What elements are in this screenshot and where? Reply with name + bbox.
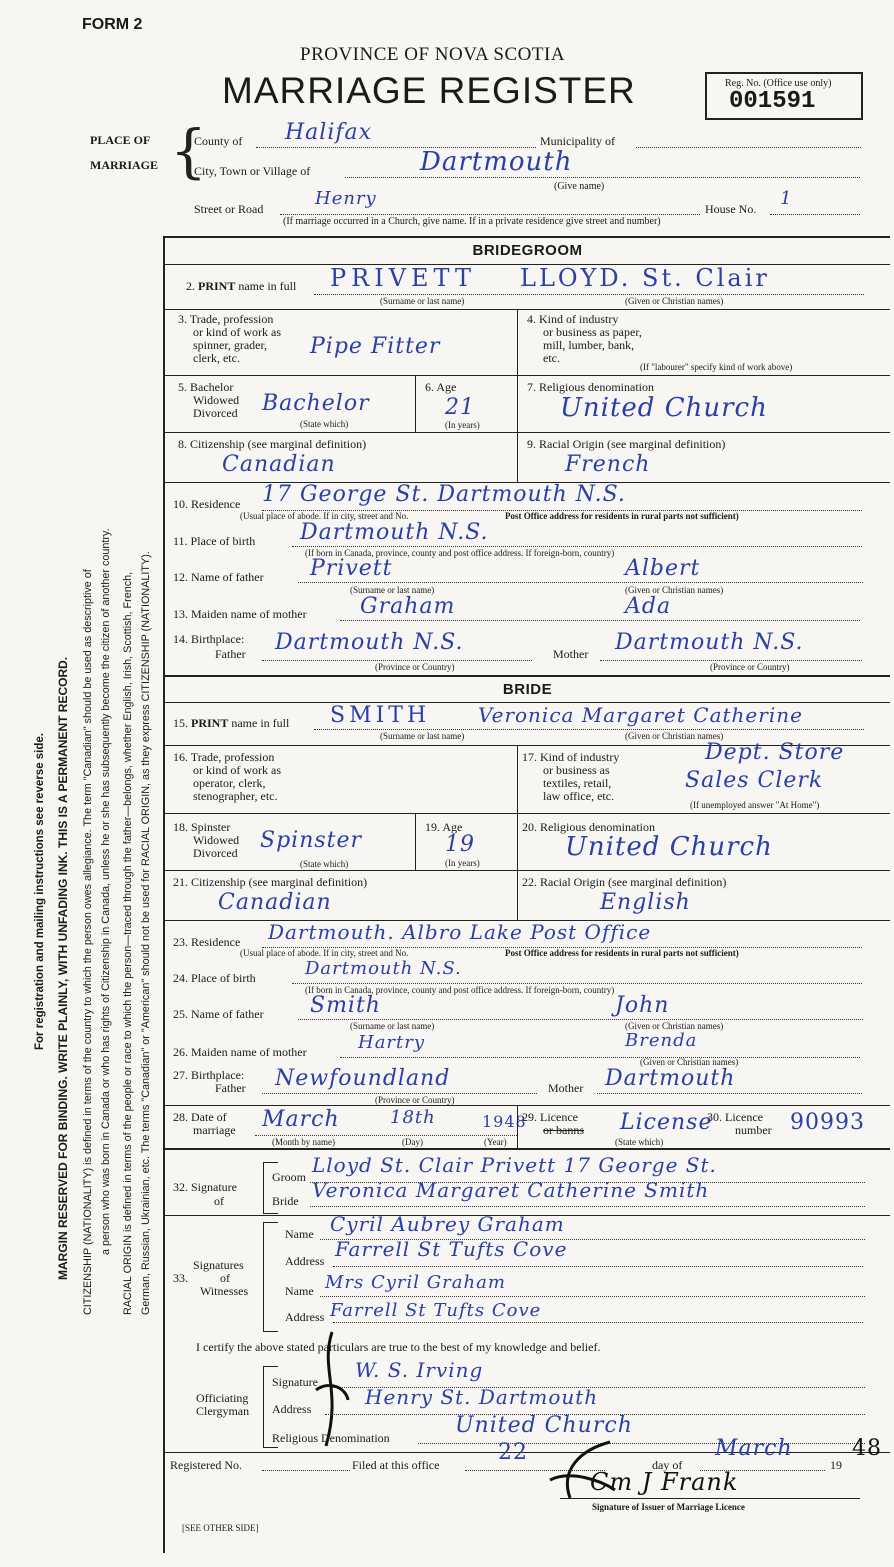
f16-line3: operator, clerk, bbox=[193, 776, 266, 790]
month-caption: (Month by name) bbox=[272, 1137, 335, 1147]
f15-label: 15. PRINT name in full bbox=[173, 716, 290, 730]
f19-label: 19. Age bbox=[425, 820, 463, 834]
f13-label: 13. Maiden name of mother bbox=[173, 607, 307, 621]
city-label: City, Town or Village of bbox=[194, 164, 311, 178]
f32-label-b: of bbox=[214, 1194, 224, 1208]
officiating-label-b: Clergyman bbox=[196, 1404, 250, 1418]
f16-line2: or kind of work as bbox=[193, 763, 281, 777]
f4-note: (If "labourer" specify kind of work above) bbox=[640, 362, 793, 372]
f17-line3: textiles, retail, bbox=[543, 776, 612, 790]
f18-line2: Widowed bbox=[193, 833, 240, 847]
witness2-name: Mrs Cyril Graham bbox=[325, 1272, 506, 1293]
bride-residence-note-1: (Usual place of abode. If in city, street and No. bbox=[240, 948, 409, 958]
bride-in-years: (In years) bbox=[445, 858, 480, 868]
clergy-denom-label: Religious Denomination bbox=[272, 1431, 390, 1445]
f2-label: 2. PRINT name in full bbox=[186, 279, 297, 293]
filed-day: 22 bbox=[498, 1440, 528, 1465]
groom-given-caption: (Given or Christian names) bbox=[625, 296, 724, 306]
bride-mother-given: Brenda bbox=[625, 1030, 698, 1051]
residence-note-2: Post Office address for residents in rural parts not sufficient) bbox=[505, 511, 739, 521]
f14-label-b: Father bbox=[215, 647, 246, 661]
f27-mother-label: Mother bbox=[548, 1081, 584, 1095]
house-label: House No. bbox=[705, 202, 757, 216]
f11-label: 11. Place of birth bbox=[173, 534, 256, 548]
f33-label-a: Signatures bbox=[193, 1258, 244, 1272]
issuer-signature: Cm J Frank bbox=[590, 1468, 739, 1496]
bride-heading: BRIDE bbox=[502, 681, 553, 698]
municipality-label: Municipality of bbox=[540, 134, 615, 148]
bride-signature: Veronica Margaret Catherine Smith bbox=[312, 1178, 710, 1202]
f18-line3: Divorced bbox=[193, 846, 238, 860]
registered-no-label: Registered No. bbox=[170, 1458, 242, 1472]
margin-line-4: a person who was born in Canada or who has rights of Citizenship in Canada, unless he or she has subsequently become the citizen of another country. bbox=[100, 528, 112, 1255]
witness-bracket bbox=[263, 1222, 278, 1332]
bride-father-given: John bbox=[615, 993, 670, 1018]
groom-trade: Pipe Fitter bbox=[310, 334, 441, 359]
f33-num: 33. bbox=[173, 1271, 188, 1285]
w2-address-label: Address bbox=[285, 1310, 325, 1324]
f17-line1: 17. Kind of industry bbox=[522, 750, 620, 764]
f6-label: 6. Age bbox=[425, 380, 457, 394]
groom-residence: 17 George St. Dartmouth N.S. bbox=[262, 482, 626, 507]
residence-note-1: (Usual place of abode. If in city, street and No. bbox=[240, 511, 409, 521]
f32-label-a: 32. Signature bbox=[173, 1180, 237, 1194]
bride-residence: Dartmouth. Albro Lake Post Office bbox=[268, 920, 652, 944]
year-caption: (Year) bbox=[484, 1137, 507, 1147]
bride-given-caption: (Given or Christian names) bbox=[625, 731, 724, 741]
groom-state-which: (State which) bbox=[300, 419, 349, 429]
f8-label: 8. Citizenship (see marginal definition) bbox=[178, 437, 367, 451]
f27-prov-caption: (Province or Country) bbox=[375, 1095, 455, 1105]
licence-type: License bbox=[620, 1110, 713, 1135]
w2-name-label: Name bbox=[285, 1284, 314, 1298]
bride-state-which: (State which) bbox=[300, 859, 349, 869]
margin-line-5: RACIAL ORIGIN is defined in terms of the people or race to which the person—traced through the father—belongs, whether English, Irish, Scottish, French, bbox=[122, 571, 134, 1315]
f3-line4: clerk, etc. bbox=[193, 351, 240, 365]
witness1-address: Farrell St Tufts Cove bbox=[335, 1237, 568, 1261]
f26-label: 26. Maiden name of mother bbox=[173, 1045, 307, 1059]
margin-line-2: MARGIN RESERVED FOR BINDING. WRITE PLAINLY, WITH UNFADING INK. THIS IS A PERMANENT RECORD. bbox=[56, 656, 70, 1280]
f14-mother-label: Mother bbox=[553, 647, 589, 661]
f18-line1: 18. Spinster bbox=[173, 820, 231, 834]
marriage-year: 1948 bbox=[482, 1112, 527, 1131]
f33-label-c: Witnesses bbox=[200, 1284, 249, 1298]
f17-line4: law office, etc. bbox=[543, 789, 615, 803]
licence-number: 90993 bbox=[790, 1110, 865, 1135]
bride-industry: Dept. Store bbox=[705, 740, 845, 765]
day-caption: (Day) bbox=[402, 1137, 423, 1147]
county-label: County of bbox=[194, 134, 243, 148]
f3-line1: 3. Trade, profession bbox=[178, 312, 274, 326]
province-heading: PROVINCE OF NOVA SCOTIA bbox=[300, 44, 566, 65]
f27-label-a: 27. Birthplace: bbox=[173, 1068, 245, 1082]
issuer-caption: Signature of Issuer of Marriage Licence bbox=[592, 1502, 745, 1512]
f20-label: 20. Religious denomination bbox=[522, 820, 655, 834]
groom-mother-given: Ada bbox=[625, 594, 672, 619]
witness1-name: Cyril Aubrey Graham bbox=[330, 1212, 565, 1236]
marriage-month: March bbox=[262, 1107, 340, 1132]
day-of-label: day of bbox=[652, 1458, 683, 1472]
form-number: FORM 2 bbox=[82, 16, 143, 33]
licence-caption: (State which) bbox=[615, 1137, 664, 1147]
county-value: Halifax bbox=[285, 120, 373, 145]
bride-given: Veronica Margaret Catherine bbox=[478, 703, 803, 727]
house-value: 1 bbox=[780, 188, 793, 209]
street-note: (If marriage occurred in a Church, give name. If in a private residence give street and number) bbox=[283, 216, 661, 227]
bride-citizenship: Canadian bbox=[218, 890, 332, 915]
city-value: Dartmouth bbox=[420, 147, 573, 177]
bride-birth-note: (If born in Canada, province, county and post office address. If foreign-born, country) bbox=[305, 985, 615, 995]
f4-line2: or business as paper, bbox=[543, 325, 642, 339]
f3-line2: or kind of work as bbox=[193, 325, 281, 339]
groom-signature: Lloyd St. Clair Privett 17 George St. bbox=[312, 1153, 717, 1177]
f29-label-b: or banns bbox=[543, 1123, 584, 1137]
bride-racial: English bbox=[600, 890, 691, 915]
issuer-flourish bbox=[540, 1440, 620, 1500]
witness2-address: Farrell St Tufts Cove bbox=[330, 1300, 542, 1321]
clergy-address: Henry St. Dartmouth bbox=[365, 1385, 599, 1409]
groom-religion: United Church bbox=[560, 393, 768, 423]
street-label: Street or Road bbox=[194, 202, 264, 216]
f26-given-caption: (Given or Christian names) bbox=[640, 1057, 739, 1067]
reg-no-value: 001591 bbox=[729, 88, 816, 115]
bride-mother-birthplace: Dartmouth bbox=[605, 1066, 736, 1091]
bride-age: 19 bbox=[445, 832, 475, 857]
f4-line4: etc. bbox=[543, 351, 560, 365]
f7-label: 7. Religious denomination bbox=[527, 380, 654, 394]
f28-label-a: 28. Date of bbox=[173, 1110, 227, 1124]
f30-label-b: number bbox=[735, 1123, 772, 1137]
groom-sig-label: Groom bbox=[272, 1170, 306, 1184]
f22-label: 22. Racial Origin (see marginal definition) bbox=[522, 875, 727, 889]
groom-father-given: Albert bbox=[625, 556, 701, 581]
groom-given: LLOYD. St. Clair bbox=[520, 264, 770, 292]
f17-line2: or business as bbox=[543, 763, 610, 777]
f12-surname-caption: (Surname or last name) bbox=[350, 585, 435, 595]
f25-surname-caption: (Surname or last name) bbox=[350, 1021, 435, 1031]
reg-no-box bbox=[705, 72, 863, 120]
f5-line2: Widowed bbox=[193, 393, 240, 407]
bride-surname-caption: (Surname or last name) bbox=[380, 731, 465, 741]
w1-name-label: Name bbox=[285, 1227, 314, 1241]
w1-address-label: Address bbox=[285, 1254, 325, 1268]
marriage-day: 18th bbox=[390, 1107, 436, 1128]
f12-given-caption: (Given or Christian names) bbox=[625, 585, 724, 595]
groom-age: 21 bbox=[445, 395, 475, 420]
street-value: Henry bbox=[315, 188, 377, 209]
f23-label: 23. Residence bbox=[173, 935, 241, 949]
f16-line4: stenographer, etc. bbox=[193, 789, 278, 803]
groom-father-birthplace: Dartmouth N.S. bbox=[275, 630, 464, 655]
f9-label: 9. Racial Origin (see marginal definition) bbox=[527, 437, 726, 451]
clergy-denomination: United Church bbox=[455, 1413, 633, 1438]
f28-label-b: marriage bbox=[193, 1123, 236, 1137]
clergy-address-label: Address bbox=[272, 1402, 312, 1416]
place-of-label: PLACE OF bbox=[90, 133, 151, 147]
bride-residence-note-2: Post Office address for residents in rural parts not sufficient) bbox=[505, 948, 739, 958]
reg-no-label: Reg. No. (Office use only) bbox=[725, 78, 832, 89]
f3-line3: spinner, grader, bbox=[193, 338, 268, 352]
groom-citizenship: Canadian bbox=[222, 452, 336, 477]
clergy-sig-label: Signature bbox=[272, 1375, 318, 1389]
bride-surname: SMITH bbox=[330, 703, 431, 728]
bridegroom-heading: BRIDEGROOM bbox=[472, 242, 583, 259]
f24-label: 24. Place of birth bbox=[173, 971, 256, 985]
f4-line3: mill, lumber, bank, bbox=[543, 338, 635, 352]
groom-birth: Dartmouth N.S. bbox=[300, 520, 489, 545]
f16-line1: 16. Trade, profession bbox=[173, 750, 275, 764]
see-other-side: [SEE OTHER SIDE] bbox=[182, 1523, 259, 1533]
clergy-signature: W. S. Irving bbox=[355, 1358, 484, 1382]
certify-text: I certify the above stated particulars are true to the best of my knowledge and belief. bbox=[196, 1340, 601, 1354]
filed-label: Filed at this office bbox=[352, 1458, 440, 1472]
give-name-caption: (Give name) bbox=[554, 181, 605, 192]
bride-father-surname: Smith bbox=[310, 993, 381, 1018]
bride-marital: Spinster bbox=[260, 828, 363, 853]
marriage-label: MARRIAGE bbox=[90, 158, 158, 172]
groom-surname: PRIVETT bbox=[330, 264, 477, 292]
f14-prov-caption-1: (Province or Country) bbox=[375, 662, 455, 672]
f4-line1: 4. Kind of industry bbox=[527, 312, 619, 326]
groom-in-years: (In years) bbox=[445, 420, 480, 430]
f27-label-b: Father bbox=[215, 1081, 246, 1095]
margin-line-6: German, Russian, Ukrainian, etc. The terms "Canadian" or "American" should not be used for RACIAL ORIGIN, as they express CITIZENSHIP (NATIONALITY). bbox=[140, 551, 152, 1315]
f5-line3: Divorced bbox=[193, 406, 238, 420]
f25-given-caption: (Given or Christian names) bbox=[625, 1021, 724, 1031]
bride-mother-surname: Hartry bbox=[358, 1032, 426, 1053]
f33-label-b: of bbox=[220, 1271, 230, 1285]
bride-religion: United Church bbox=[565, 832, 773, 862]
f25-label: 25. Name of father bbox=[173, 1007, 264, 1021]
f14-prov-caption-2: (Province or Country) bbox=[710, 662, 790, 672]
groom-father-surname: Privett bbox=[310, 556, 393, 581]
f21-label: 21. Citizenship (see marginal definition) bbox=[173, 875, 368, 889]
year-prefix: 19 bbox=[830, 1458, 842, 1472]
groom-marital: Bachelor bbox=[262, 391, 370, 416]
groom-mother-birthplace: Dartmouth N.S. bbox=[615, 630, 804, 655]
place-brace: { bbox=[170, 117, 207, 185]
margin-line-3: CITIZENSHIP (NATIONALITY) is defined in terms of the country to which the person owes allegiance. The term "Canadian" should be used as descriptive of bbox=[82, 569, 94, 1315]
bride-industry-2: Sales Clerk bbox=[685, 768, 824, 793]
bride-father-birthplace: Newfoundland bbox=[275, 1066, 451, 1091]
f12-label: 12. Name of father bbox=[173, 570, 264, 584]
groom-surname-caption: (Surname or last name) bbox=[380, 296, 465, 306]
birth-note: (If born in Canada, province, county and post office address. If foreign-born, country) bbox=[305, 548, 615, 558]
f30-label-a: 30. Licence bbox=[707, 1110, 763, 1124]
f17-note: (If unemployed answer "At Home") bbox=[690, 800, 820, 810]
officiating-label-a: Officiating bbox=[196, 1391, 249, 1405]
page-title: MARRIAGE REGISTER bbox=[222, 70, 636, 111]
margin-line-1: For registration and mailing instructions see reverse side. bbox=[34, 733, 46, 1050]
f5-line1: 5. Bachelor bbox=[178, 380, 234, 394]
groom-mother-surname: Graham bbox=[360, 594, 456, 619]
f14-label-a: 14. Birthplace: bbox=[173, 632, 245, 646]
f29-label-a: 29. Licence bbox=[522, 1110, 578, 1124]
filed-month: March bbox=[715, 1436, 793, 1461]
groom-racial: French bbox=[565, 452, 651, 477]
filed-year: 48 bbox=[852, 1436, 882, 1461]
bride-sig-label: Bride bbox=[272, 1194, 299, 1208]
bride-birth: Dartmouth N.S. bbox=[305, 958, 462, 979]
f10-label: 10. Residence bbox=[173, 497, 241, 511]
